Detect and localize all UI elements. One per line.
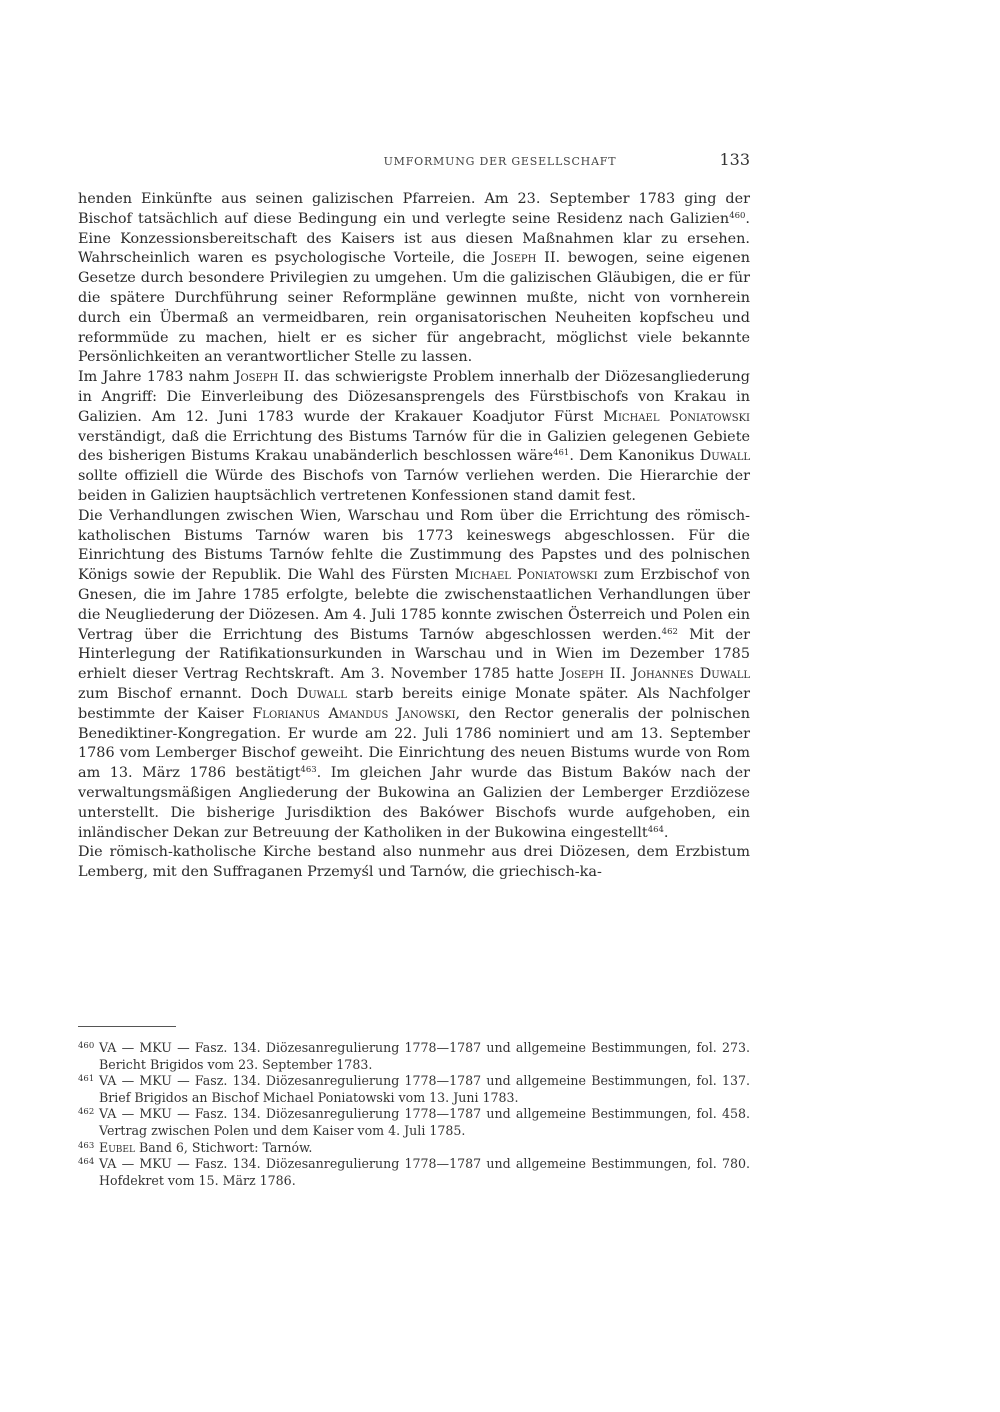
text-run: II. bewogen, seine eigenen Gesetze durch besondere Privilegien zu umgehen. Um die galizischen Gläubigen, die er für die spätere Durchführung seiner Reformpläne gewinnen mußte, nicht von vornherein durch ein Übermaß an vermeidbaren, rein organisatorischen Neuheiten kopfscheu und reformmüde zu machen, hielt er es sicher für angebracht, möglichst viele bekannte Persönlichkeiten an verantwortlicher Stelle zu lassen. [78,250,750,366]
person-name: Duwall [699,448,750,465]
author-name: Eubel [99,1139,135,1155]
footnote [78,1156,750,1189]
text-run: . Im gleichen Jahr wurde das Bistum Baków nach der verwaltungsmäßigen Angliederung der Bukowina an Galizien der Lemberger Erzdiözese unterstellt. Die bisherige Jurisdiktion des Bakówer Bischofs wurde aufgehoben, ein inländischer Dekan zur Betreuung der Katholiken in der Bukowina eingestellt [78,765,750,841]
person-name: Johannes Duwall [632,666,750,683]
person-name: Florianus Amandus Janowski [252,705,456,722]
text-run: Im Jahre 1783 nahm [78,369,235,386]
footnote-reference: 461 [553,448,570,459]
footnote [78,1040,750,1073]
footnote-reference: 460 [729,210,746,221]
footnote-text: VA — MKU — Fasz. 134. Diözesanregulierung 1778—1787 und allgemeine Bestimmungen, fol. 273. Bericht Brigidos vom 23. September 1783. [99,1040,750,1072]
paragraph [78,368,750,507]
text-run: Mit der Hinterlegung der Ratifikationsurkunden in Warschau und in Wien im Dezember 1785 erhielt dieser Vertrag Rechtskraft. Am 3. November 1785 hatte [78,626,750,683]
person-name: Michael Poniatowski [603,408,751,425]
text-run: , den Rector generalis der polnischen Benediktiner-Kongregation. Er wurde am 22. Juli 1786 nominiert und am 13. September 1786 vom Lemberger Bischof geweiht. Die Einrichtung des neuen Bistums wurde von Rom am 13. März 1786 bestätigt [78,705,750,782]
footnote-reference: 463 [300,765,317,776]
person-name: Joseph [560,666,604,683]
paragraph [78,843,750,883]
text-run: starb bereits einige Monate später. Als Nachfolger bestimmte der Kaiser [78,685,750,722]
page-number: 133 [719,150,750,169]
footnotes [78,1040,750,1189]
footnote-reference: 464 [647,824,664,835]
text-run: II. [603,666,632,683]
footnote-text: Band 6, Stichwort: Tarnów. [134,1139,313,1155]
footnote-separator [78,1026,176,1027]
text-run: . Dem Kanonikus [569,448,700,465]
footnote-number: 461 [78,1074,95,1085]
paragraph [78,190,750,368]
text-run: zum Bischof ernannt. Doch [78,685,297,702]
text-run: Die römisch-katholische Kirche bestand also nunmehr aus drei Diözesen, dem Erzbistum Lemberg, mit den Suffraganen Przemyśl und Tarnów, die griechisch-ka- [78,844,750,881]
footnote-number: 464 [78,1157,95,1168]
text-run: henden Einkünfte aus seinen galizischen Pfarreien. Am 23. September 1783 ging der Bischof tatsächlich auf diese Bedingung ein und verlegte seine Residenz nach Galizien [78,191,750,227]
footnote-number: 462 [78,1107,95,1118]
paragraph [78,507,750,844]
person-name: Joseph [234,369,279,386]
text-run: zum Erzbischof von Gnesen, die im Jahre 1785 erfolgte, belebte die zwischenstaatlichen Verhandlungen über die Neugliederung der Diözesen. Am 4. Juli 1785 konnte zwischen Österreich und Polen ein Vertrag über die Errichtung des Bistums Tarnów abgeschlossen werden. [78,567,750,643]
main-text [78,190,750,883]
running-header [250,150,750,174]
person-name: Joseph [492,250,537,267]
text-run: II. das schwierigste Problem innerhalb der Diözesangliederung in Angriff: Die Einverleibung des Diözesansprengels des Fürstbischofs von Krakau in Galizien. Am 12. Juni 1783 wurde der Krakauer Koadjutor Fürst [78,369,750,425]
running-head-title: UMFORMUNG DER GESELLSCHAFT [383,155,617,168]
footnote [78,1073,750,1106]
text-run: . [663,824,669,841]
footnote [78,1140,750,1157]
text-run: . Eine Konzessionsbereitschaft des Kaisers ist aus diesen Maßnahmen klar zu ersehen. Wahrscheinlich waren es psychologische Vorteile, die [78,210,750,267]
footnote-text: VA — MKU — Fasz. 134. Diözesanregulierung 1778—1787 und allgemeine Bestimmungen, fol. 458. Vertrag zwischen Polen und dem Kaiser vom 4. Juli 1785. [99,1106,750,1138]
footnote-text: VA — MKU — Fasz. 134. Diözesanregulierung 1778—1787 und allgemeine Bestimmungen, fol. 137. Brief Brigidos an Bischof Michael Poniatowski vom 13. Juni 1783. [99,1073,750,1105]
footnote [78,1106,750,1139]
footnote-number: 463 [78,1140,95,1151]
text-run: verständigt, daß die Errichtung des Bistums Tarnów für die in Galizien gelegenen Gebiete des bisherigen Bistums Krakau unabänderlich beschlossen wäre [78,428,750,465]
person-name: Duwall [296,685,347,702]
footnote-reference: 462 [661,626,678,637]
person-name: Michael Poniatowski [454,567,598,584]
footnote-number: 460 [78,1041,95,1051]
footnote-text: VA — MKU — Fasz. 134. Diözesanregulierung 1778—1787 und allgemeine Bestimmungen, fol. 780. Hofdekret vom 15. März 1786. [99,1156,750,1188]
text-run: Die Verhandlungen zwischen Wien, Warschau und Rom über die Errichtung des römisch-katholischen Bistums Tarnów waren bis 1773 keineswegs abgeschlossen. Für die Einrichtung des Bistums Tarnów fehlte die Zustimmung des Papstes und des polnischen Königs sowie der Republik. Die Wahl des Fürsten [78,507,750,584]
text-run: sollte offiziell die Würde des Bischofs von Tarnów verliehen werden. Die Hierarchie der beiden in Galizien hauptsächlich vertretenen Konfessionen stand damit fest. [78,468,750,504]
